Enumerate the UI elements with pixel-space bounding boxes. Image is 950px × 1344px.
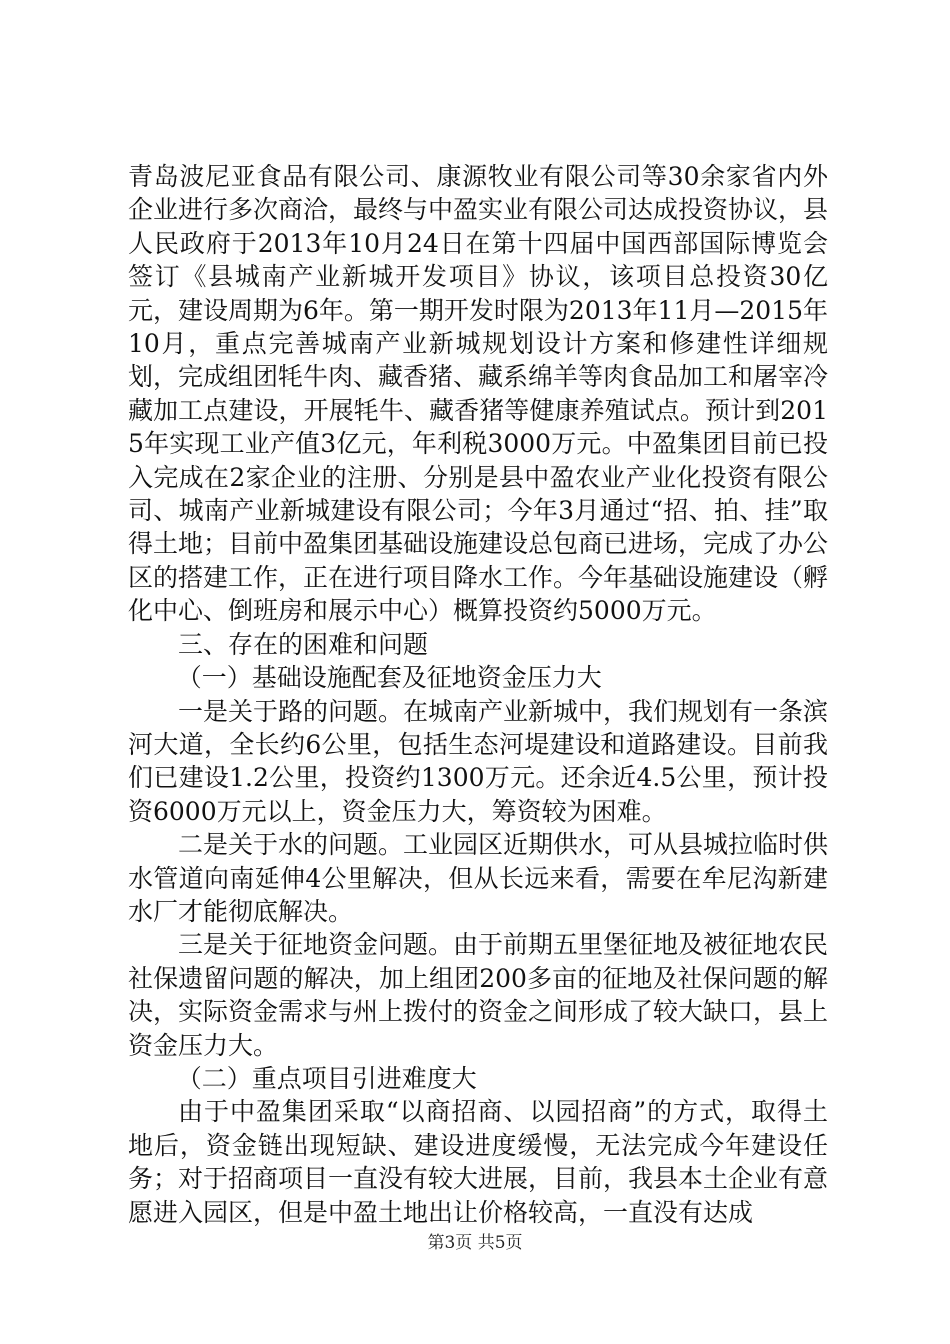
document-body [128, 160, 828, 1229]
paragraph-land-funding-issue: 三是关于征地资金问题。由于前期五里堡征地及被征地农民社保遗留问题的解决，加上组团200多亩的征地及社保问题的解决，实际资金需求与州上拨付的资金之间形成了较大缺口，县上资金压力大。 [128, 930, 829, 1060]
paragraph-investment-attraction: 由于中盈集团采取“以商招商、以园招商”的方式，取得土地后，资金链出现短缺、建设进度缓慢，无法完成今年建设任务；对于招商项目一直没有较大进展，目前，我县本土企业有意愿进入园区，但是中盈土地出让价格较高，一直没有达成 [128, 1097, 829, 1227]
paragraph-water-issue: 二是关于水的问题。工业园区近期供水，可从县城拉临时供水管道向南延伸4公里解决，但从长远来看，需要在牟尼沟新建水厂才能彻底解决。 [128, 830, 829, 926]
subheading-infrastructure-funding: （一）基础设施配套及征地资金压力大 [176, 663, 602, 693]
paragraph-road-issue: 一是关于路的问题。在城南产业新城中，我们规划有一条滨河大道，全长约6公里，包括生态河堤建设和道路建设。目前我们已建设1.2公里，投资约1300万元。还余近4.5公里，预计投资6000万元以上，资金压力大，筹资较为困难。 [128, 696, 829, 826]
section-heading-difficulties: 三、存在的困难和问题 [178, 629, 429, 659]
subheading-project-introduction: （二）重点项目引进难度大 [176, 1063, 477, 1093]
paragraph-project-progress: 青岛波尼亚食品有限公司、康源牧业有限公司等30余家省内外企业进行多次商洽，最终与中盈实业有限公司达成投资协议，县人民政府于2013年10月24日在第十四届中国西部国际博览会签订《县城南产业新城开发项目》协议，该项目总投资30亿元，建设周期为6年。第一期开发时限为2013年11月—2015年10月，重点完善城南产业新城规划设计方案和修建性详细规划，完成组团牦牛肉、藏香猪、藏系绵羊等肉食品加工和屠宰冷藏加工点建设，开展牦牛、藏香猪等健康养殖试点。预计到2015年实现工业产值3亿元，年利税3000万元。中盈集团目前已投入完成在2家企业的注册、分别是县中盈农业产业化投资有限公司、城南产业新城建设有限公司；今年3月通过“招、拍、挂”取得土地；目前中盈集团基础设施建设总包商已进场，完成了办公区的搭建工作，正在进行项目降水工作。今年基础设施建设（孵化中心、倒班房和展示中心）概算投资约5000万元。 [128, 162, 829, 626]
page-number-footer: 第3页 共5页 [427, 1233, 523, 1253]
